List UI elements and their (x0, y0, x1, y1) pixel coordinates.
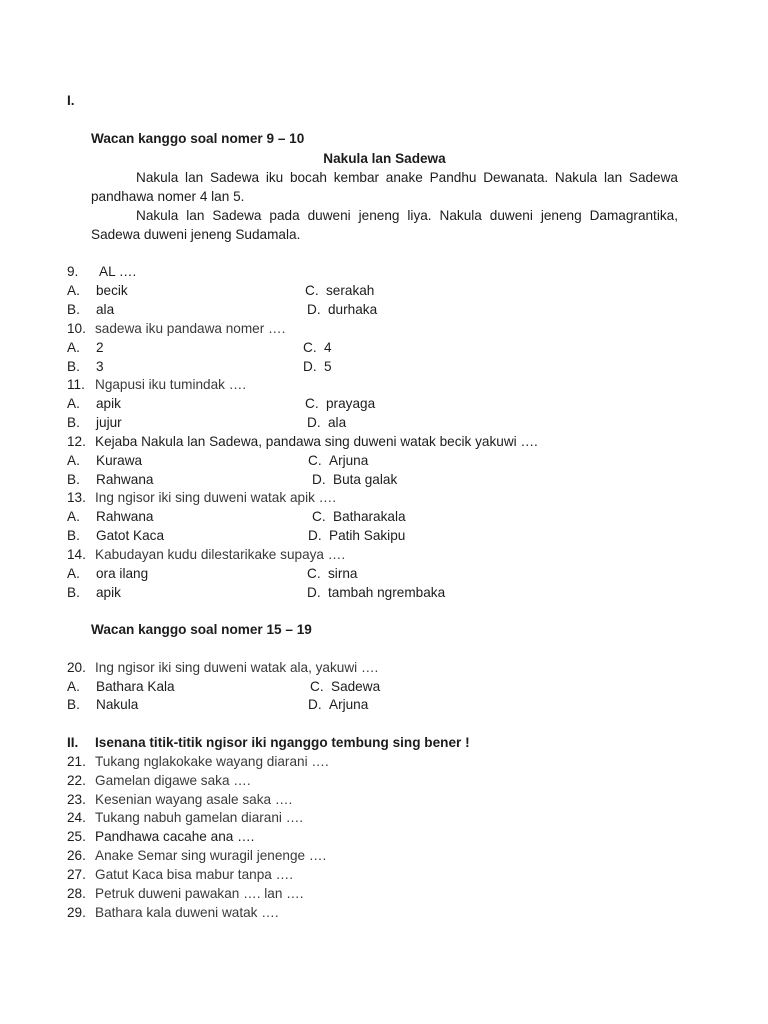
option-d-label: D. (312, 472, 326, 487)
option-c-text: Arjuna (329, 453, 369, 468)
item-text: Pandhawa cacahe ana …. (95, 829, 255, 844)
item-number: 23. (67, 792, 86, 807)
option-a-label: A. (67, 509, 80, 524)
option-b-text: jujur (96, 415, 122, 430)
section-2-heading: Isenana titik-titik ngisor iki nganggo tembung sing bener ! (95, 735, 470, 750)
option-c-label: C. (308, 453, 322, 468)
option-c-label: C. (312, 509, 326, 524)
option-c-text: serakah (326, 283, 375, 298)
option-d-text: durhaka (328, 302, 378, 317)
item-text: Bathara kala duweni watak …. (95, 905, 279, 920)
question-number: 9. (67, 264, 79, 279)
question-text: sadewa iku pandawa nomer …. (95, 321, 286, 336)
item-text: Tukang nglakokake wayang diarani …. (95, 754, 329, 769)
question-text: Ing ngisor iki sing duweni watak apik …. (95, 490, 337, 505)
option-b-label: B. (67, 415, 80, 430)
option-d-text: 5 (324, 359, 332, 374)
passage-paragraph-1: Nakula lan Sadewa iku bocah kembar anake Pandhu Dewanata. Nakula lan Sadewa pandhawa nomer 4 lan 5. (91, 170, 678, 204)
item-number: 27. (67, 867, 86, 882)
item-number: 29. (67, 905, 86, 920)
question-number: 13. (67, 490, 86, 505)
question-text: Ing ngisor iki sing duweni watak ala, yakuwi …. (95, 660, 379, 675)
option-b-label: B. (67, 472, 80, 487)
option-d-text: Arjuna (329, 697, 369, 712)
option-b-text: Rahwana (96, 472, 154, 487)
option-b-text: Gatot Kaca (96, 528, 165, 543)
item-text: Kesenian wayang asale saka …. (95, 792, 293, 807)
option-a-text: ora ilang (96, 566, 149, 581)
item-number: 26. (67, 848, 86, 863)
item-text: Anake Semar sing wuragil jenenge …. (95, 848, 327, 863)
option-a-text: 2 (96, 340, 104, 355)
option-b-text: 3 (96, 359, 104, 374)
option-a-text: Bathara Kala (96, 679, 175, 694)
option-a-label: A. (67, 679, 80, 694)
item-number: 25. (67, 829, 86, 844)
question-text: Kejaba Nakula lan Sadewa, pandawa sing duweni watak becik yakuwi …. (95, 434, 538, 449)
option-b-label: B. (67, 528, 80, 543)
option-a-text: apik (96, 396, 121, 411)
option-b-label: B. (67, 585, 80, 600)
option-c-text: prayaga (326, 396, 376, 411)
option-b-text: apik (96, 585, 121, 600)
passage-paragraph-2: Nakula lan Sadewa pada duweni jeneng liya. Nakula duweni jeneng Damagrantika, Sadewa duweni jeneng Sudamala. (91, 208, 678, 242)
question-number: 11. (67, 377, 85, 392)
item-text: Tukang nabuh gamelan diarani …. (95, 810, 304, 825)
item-number: 24. (67, 810, 86, 825)
option-b-text: ala (96, 302, 115, 317)
option-c-text: Sadewa (331, 679, 381, 694)
option-c-label: C. (305, 283, 319, 298)
option-c-text: 4 (324, 340, 332, 355)
option-d-label: D. (307, 415, 321, 430)
item-text: Gamelan digawe saka …. (95, 773, 251, 788)
option-c-label: C. (305, 396, 319, 411)
section-2-label: II. (67, 735, 79, 750)
option-b-label: B. (67, 359, 80, 374)
option-d-text: Buta galak (333, 472, 398, 487)
option-b-label: B. (67, 697, 80, 712)
question-text: Kabudayan kudu dilestarikake supaya …. (95, 547, 346, 562)
option-d-label: D. (308, 697, 322, 712)
option-a-text: Kurawa (96, 453, 143, 468)
item-text: Gatut Kaca bisa mabur tanpa …. (95, 867, 293, 882)
option-d-text: tambah ngrembaka (328, 585, 446, 600)
question-number: 14. (67, 547, 86, 562)
item-text: Petruk duweni pawakan …. lan …. (95, 886, 304, 901)
item-number: 28. (67, 886, 86, 901)
passage-intro-15-19: Wacan kanggo soal nomer 15 – 19 (91, 622, 312, 637)
option-c-label: C. (310, 679, 324, 694)
item-number: 21. (67, 754, 86, 769)
option-d-label: D. (307, 302, 321, 317)
section-1-label: I. (67, 93, 75, 108)
option-c-label: C. (303, 340, 317, 355)
passage-intro-9-10: Wacan kanggo soal nomer 9 – 10 (91, 131, 305, 146)
question-number: 20. (67, 660, 86, 675)
option-c-label: C. (307, 566, 321, 581)
question-number: 10. (67, 321, 86, 336)
option-a-text: Rahwana (96, 509, 154, 524)
option-b-text: Nakula (96, 697, 139, 712)
option-a-text: becik (96, 283, 128, 298)
passage-title: Nakula lan Sadewa (323, 151, 446, 166)
option-b-label: B. (67, 302, 80, 317)
question-text: AL …. (99, 264, 137, 279)
option-d-label: D. (308, 528, 322, 543)
option-a-label: A. (67, 453, 80, 468)
option-a-label: A. (67, 283, 80, 298)
item-number: 22. (67, 773, 86, 788)
option-a-label: A. (67, 340, 80, 355)
option-c-text: sirna (328, 566, 358, 581)
option-d-label: D. (303, 359, 317, 374)
option-a-label: A. (67, 396, 80, 411)
option-d-text: Patih Sakipu (329, 528, 406, 543)
question-number: 12. (67, 434, 86, 449)
option-d-label: D. (307, 585, 321, 600)
question-text: Ngapusi iku tumindak …. (95, 377, 247, 392)
option-a-label: A. (67, 566, 80, 581)
option-d-text: ala (328, 415, 347, 430)
option-c-text: Batharakala (333, 509, 406, 524)
